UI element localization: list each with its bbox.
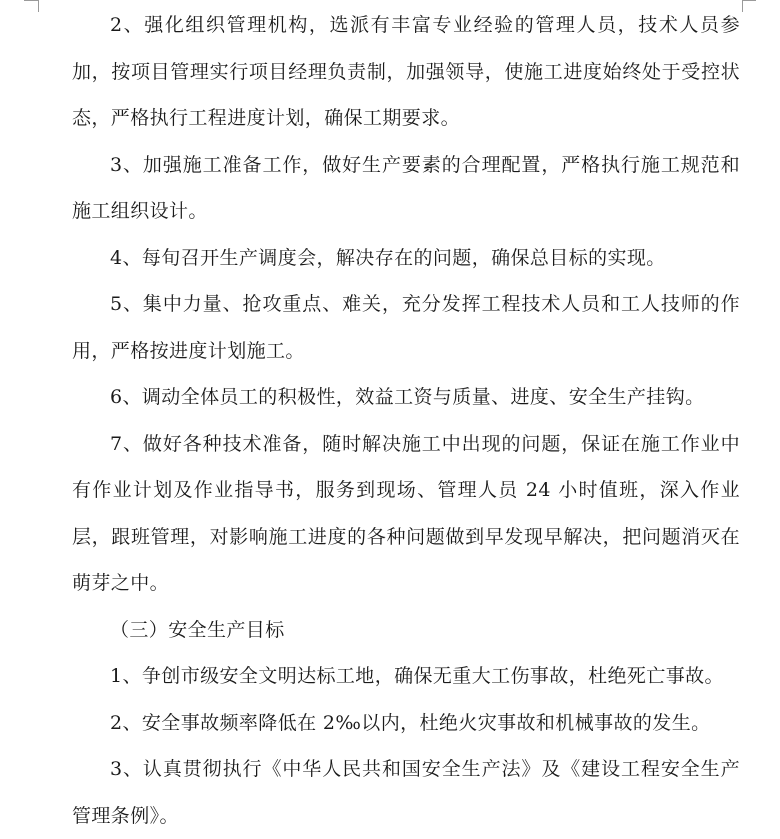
section-heading: （三）安全生产目标 (110, 618, 285, 641)
safety-item-1: 1、争创市级安全文明达标工地，确保无重大工伤事故，杜绝死亡事故。 (110, 665, 724, 687)
document-body[interactable] (72, 2, 740, 839)
paragraph-item-6: 6、调动全体员工的积极性，效益工资与质量、进度、安全生产挂钩。 (110, 386, 705, 408)
margin-corner-mark-right (742, 0, 743, 12)
paragraph-item-7: 7、做好各种技术准备，随时解决施工中出现的问题，保证在施工作业中有作业计划及作业指导书，服务到现场、管理人员 24 小时值班，深入作业层，跟班管理，对影响施工进度的各种问题做到早发现早解决，把问题消灭在萌芽之中。 (72, 432, 740, 594)
margin-corner-mark-left (38, 0, 39, 12)
paragraph-item-2: 2、强化组织管理机构，选派有丰富专业经验的管理人员，技术人员参加，按项目管理实行项目经理负责制，加强领导，使施工进度始终处于受控状态，严格执行工程进度计划，确保工期要求。 (72, 14, 740, 129)
paragraph-item-4: 4、每旬召开生产调度会，解决存在的问题，确保总目标的实现。 (110, 246, 666, 269)
margin-corner-line-left (24, 0, 38, 1)
safety-item-2: 2、安全事故频率降低在 2‰以内，杜绝火灾事故和机械事故的发生。 (110, 711, 711, 734)
margin-corner-line-right (742, 0, 756, 1)
paragraph-item-3: 3、加强施工准备工作，做好生产要素的合理配置，严格执行施工规范和施工组织设计。 (72, 153, 740, 222)
safety-item-3: 3、认真贯彻执行《中华人民共和国安全生产法》及《建设工程安全生产管理条例》。 (72, 758, 740, 827)
paragraph-item-5: 5、集中力量、抢攻重点、难关，充分发挥工程技术人员和工人技师的作用，严格按进度计划施工。 (72, 293, 740, 362)
